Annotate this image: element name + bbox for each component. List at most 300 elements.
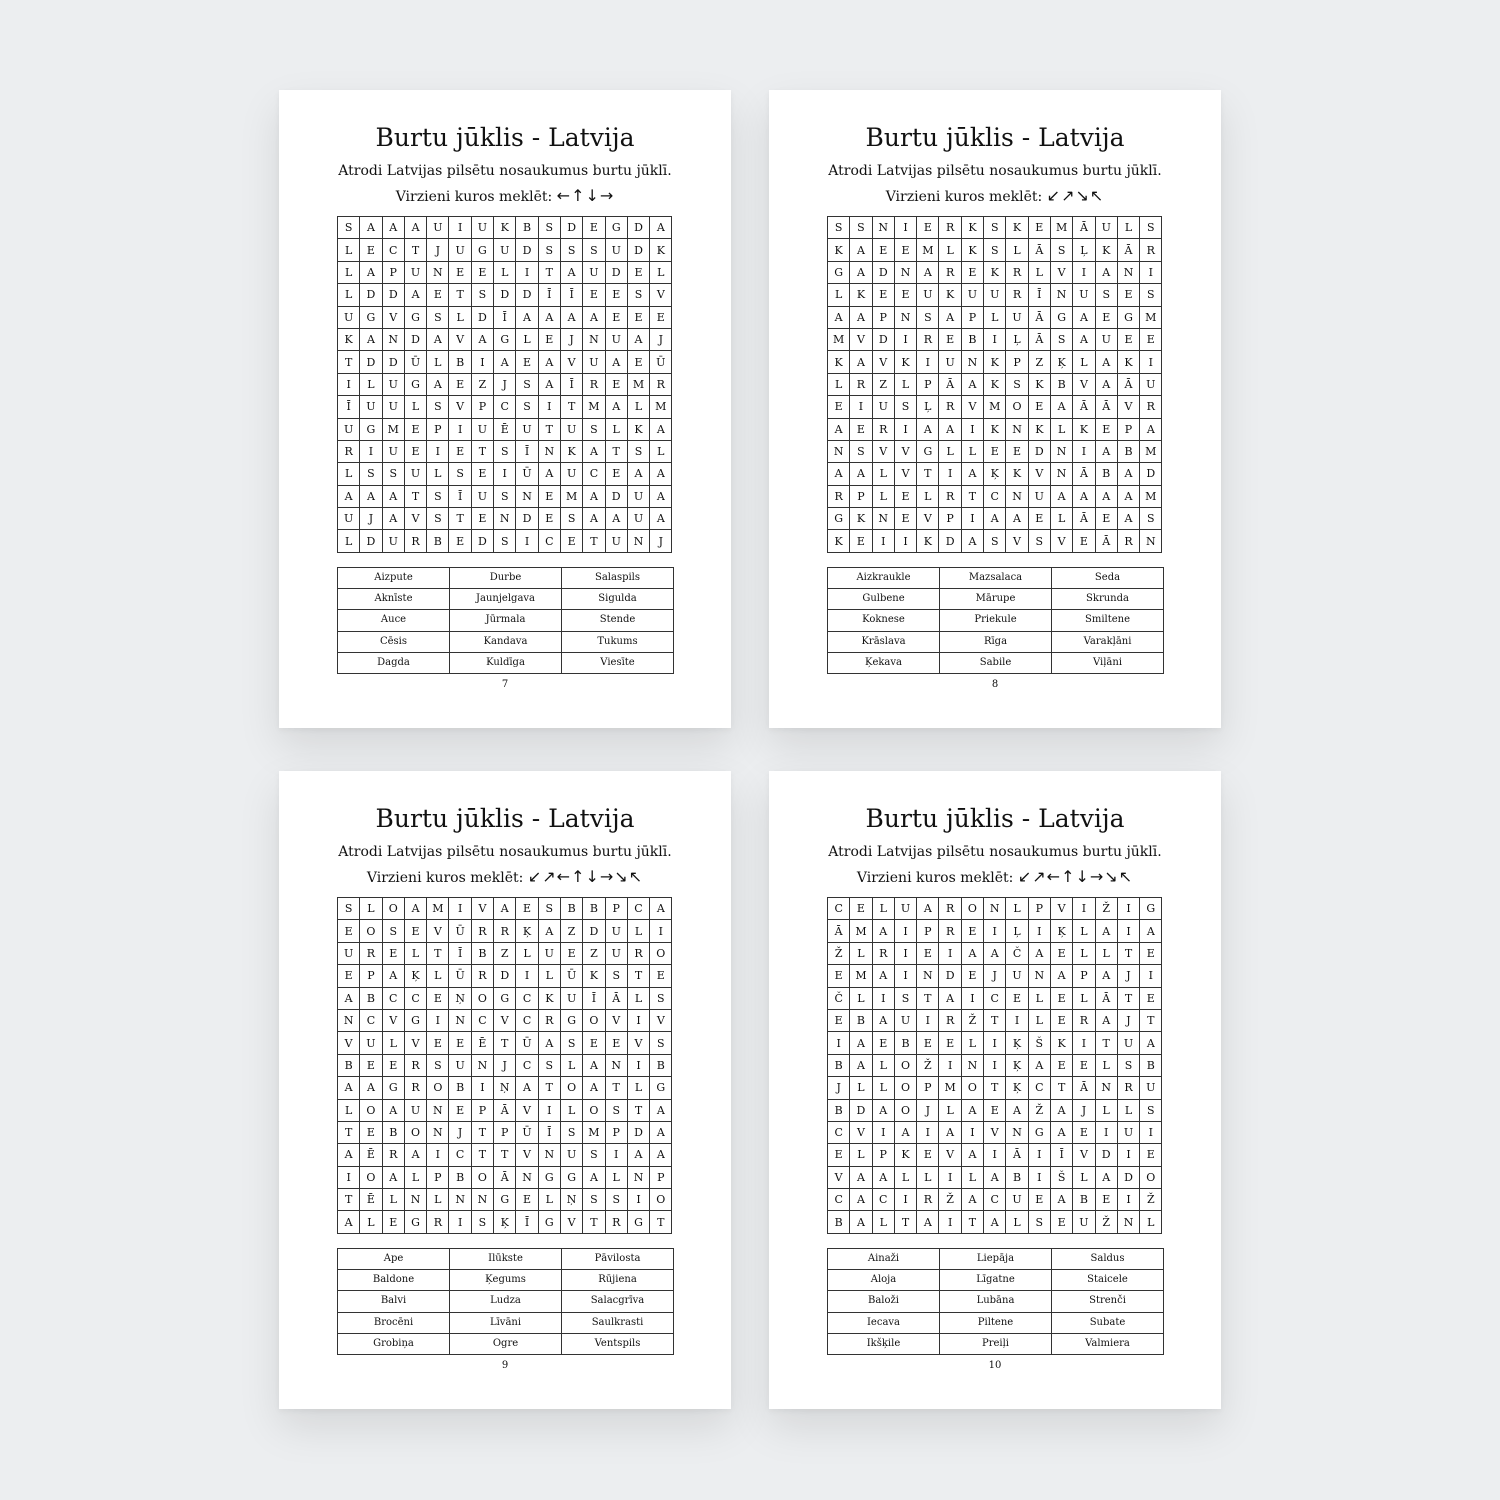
grid-cell: S — [1117, 1054, 1139, 1076]
word-list-item: Strenči — [1052, 1291, 1164, 1312]
grid-cell: R — [939, 898, 961, 920]
grid-cell: E — [850, 418, 872, 440]
grid-cell: N — [961, 1054, 983, 1076]
grid-cell: G — [404, 1009, 426, 1031]
grid-cell: T — [494, 1032, 516, 1054]
word-list-row — [338, 1249, 674, 1270]
word-list-row — [338, 1270, 674, 1291]
grid-cell: D — [627, 1121, 649, 1143]
grid-cell: E — [605, 463, 627, 485]
grid-cell: A — [872, 1009, 894, 1031]
grid-cell: J — [650, 328, 672, 350]
grid-cell: D — [627, 239, 649, 261]
grid-cell: S — [382, 463, 404, 485]
grid-cell: C — [984, 485, 1006, 507]
word-list-item: Gulbene — [828, 589, 940, 610]
grid-cell: G — [538, 1211, 560, 1233]
grid-cell: K — [828, 239, 850, 261]
grid-cell: K — [961, 217, 983, 239]
grid-cell: A — [961, 942, 983, 964]
grid-cell: A — [360, 485, 382, 507]
grid-cell: A — [917, 898, 939, 920]
grid-cell: E — [449, 261, 471, 283]
direction-arrows-icon: ↙↗←↑↓→↘↖ — [527, 867, 644, 886]
grid-cell: E — [939, 328, 961, 350]
grid-cell: N — [894, 261, 916, 283]
grid-cell: R — [471, 920, 493, 942]
grid-cell: R — [872, 418, 894, 440]
grid-cell: I — [427, 1144, 449, 1166]
word-list-row — [338, 568, 674, 589]
grid-cell: T — [627, 1099, 649, 1121]
grid-cell: C — [984, 1189, 1006, 1211]
word-list-item: Lubāna — [940, 1291, 1052, 1312]
grid-cell: I — [449, 1211, 471, 1233]
grid-cell: I — [494, 463, 516, 485]
grid-cell: E — [471, 261, 493, 283]
grid-cell: D — [1117, 1166, 1139, 1188]
grid-cell: B — [850, 1009, 872, 1031]
grid-cell: P — [427, 418, 449, 440]
grid-cell: R — [939, 396, 961, 418]
grid-row — [338, 1121, 672, 1143]
grid-cell: E — [1028, 1189, 1050, 1211]
grid-row — [828, 239, 1162, 261]
grid-cell: I — [939, 1054, 961, 1076]
grid-cell: I — [939, 942, 961, 964]
grid-cell: Ū — [516, 1121, 538, 1143]
grid-cell: E — [1117, 284, 1139, 306]
word-list-row — [828, 568, 1164, 589]
grid-cell: G — [360, 306, 382, 328]
grid-cell: K — [1073, 418, 1095, 440]
grid-cell: G — [650, 1077, 672, 1099]
grid-cell: M — [627, 373, 649, 395]
grid-cell: A — [494, 351, 516, 373]
grid-cell: U — [382, 530, 404, 552]
grid-cell: A — [1050, 1099, 1072, 1121]
grid-cell: T — [1117, 942, 1139, 964]
grid-cell: E — [828, 396, 850, 418]
grid-row — [828, 485, 1162, 507]
grid-cell: P — [382, 261, 404, 283]
grid-cell: A — [961, 1099, 983, 1121]
grid-cell: A — [850, 1166, 872, 1188]
grid-cell: N — [1006, 485, 1028, 507]
grid-row — [828, 1054, 1162, 1076]
grid-cell: E — [894, 485, 916, 507]
grid-cell: E — [583, 284, 605, 306]
grid-cell: V — [449, 328, 471, 350]
grid-cell: L — [627, 987, 649, 1009]
grid-cell: D — [850, 1099, 872, 1121]
word-list-item: Varakļāni — [1052, 631, 1164, 652]
grid-cell: Ī — [494, 306, 516, 328]
grid-cell: T — [538, 261, 560, 283]
grid-cell: L — [894, 373, 916, 395]
grid-cell: E — [1028, 508, 1050, 530]
directions-line — [769, 867, 1221, 888]
grid-row — [338, 987, 672, 1009]
grid-cell: S — [1028, 530, 1050, 552]
grid-cell: T — [538, 418, 560, 440]
grid-cell: A — [1095, 373, 1117, 395]
grid-cell: T — [1117, 987, 1139, 1009]
grid-cell: L — [872, 485, 894, 507]
grid-cell: K — [560, 440, 582, 462]
grid-cell: E — [627, 306, 649, 328]
grid-cell: G — [917, 440, 939, 462]
grid-cell: Ļ — [1073, 239, 1095, 261]
grid-cell: T — [605, 440, 627, 462]
grid-cell: S — [338, 898, 360, 920]
grid-cell: Ā — [494, 1099, 516, 1121]
grid-cell: K — [984, 373, 1006, 395]
grid-cell: S — [650, 987, 672, 1009]
word-list-item: Baloži — [828, 1291, 940, 1312]
grid-row — [828, 418, 1162, 440]
grid-cell: J — [360, 508, 382, 530]
grid-cell: E — [627, 351, 649, 373]
grid-cell: U — [1117, 1032, 1139, 1054]
grid-cell: R — [494, 920, 516, 942]
grid-cell: Č — [828, 987, 850, 1009]
grid-cell: K — [984, 351, 1006, 373]
word-list-item: Skrunda — [1052, 589, 1164, 610]
grid-cell: S — [605, 1189, 627, 1211]
directions-line — [279, 867, 731, 888]
grid-cell: Ā — [828, 920, 850, 942]
grid-cell: A — [360, 261, 382, 283]
grid-cell: E — [1050, 1054, 1072, 1076]
grid-cell: Ž — [1028, 1099, 1050, 1121]
grid-cell: I — [894, 418, 916, 440]
grid-cell: B — [961, 328, 983, 350]
grid-cell: S — [605, 1099, 627, 1121]
grid-cell: Z — [583, 942, 605, 964]
grid-cell: E — [850, 898, 872, 920]
grid-cell: C — [404, 987, 426, 1009]
grid-cell: A — [917, 261, 939, 283]
grid-cell: A — [939, 418, 961, 440]
grid-cell: A — [650, 217, 672, 239]
grid-cell: A — [538, 351, 560, 373]
grid-cell: K — [1095, 239, 1117, 261]
grid-cell: E — [1095, 508, 1117, 530]
grid-cell: E — [471, 463, 493, 485]
grid-cell: I — [1028, 920, 1050, 942]
grid-cell: A — [984, 508, 1006, 530]
grid-cell: K — [828, 530, 850, 552]
word-list-item: Rūjiena — [562, 1270, 674, 1291]
grid-cell: N — [984, 898, 1006, 920]
grid-cell: M — [850, 920, 872, 942]
grid-cell: N — [872, 508, 894, 530]
grid-cell: Ū — [560, 965, 582, 987]
word-list-item: Ogre — [450, 1333, 562, 1354]
grid-cell: Ī — [560, 284, 582, 306]
grid-cell: E — [1050, 987, 1072, 1009]
grid-cell: E — [1140, 987, 1162, 1009]
grid-cell: I — [1140, 1121, 1162, 1143]
grid-cell: O — [427, 1077, 449, 1099]
grid-cell: R — [939, 1009, 961, 1031]
grid-cell: A — [1140, 1032, 1162, 1054]
grid-cell: V — [404, 1032, 426, 1054]
grid-row — [338, 351, 672, 373]
grid-cell: S — [627, 440, 649, 462]
grid-cell: R — [917, 328, 939, 350]
word-list-item: Salacgrīva — [562, 1291, 674, 1312]
worksheet-page — [769, 90, 1221, 728]
grid-cell: D — [360, 530, 382, 552]
word-list-item: Ķegums — [450, 1270, 562, 1291]
grid-cell: C — [984, 987, 1006, 1009]
grid-cell: L — [382, 1189, 404, 1211]
grid-cell: A — [538, 920, 560, 942]
grid-cell: E — [538, 508, 560, 530]
grid-cell: R — [917, 1189, 939, 1211]
word-list — [337, 1248, 674, 1355]
grid-cell: G — [404, 1211, 426, 1233]
grid-row — [338, 1144, 672, 1166]
grid-cell: L — [427, 1189, 449, 1211]
grid-cell: S — [984, 217, 1006, 239]
grid-cell: N — [449, 1009, 471, 1031]
word-list-row — [338, 631, 674, 652]
grid-cell: R — [404, 530, 426, 552]
grid-cell: L — [427, 463, 449, 485]
grid-cell: O — [382, 898, 404, 920]
grid-cell: L — [1006, 1211, 1028, 1233]
grid-cell: L — [1006, 898, 1028, 920]
grid-cell: P — [427, 1166, 449, 1188]
grid-cell: J — [494, 1054, 516, 1076]
grid-cell: N — [1050, 284, 1072, 306]
word-list-item: Preiļi — [940, 1333, 1052, 1354]
grid-cell: O — [360, 1099, 382, 1121]
grid-cell: I — [627, 1189, 649, 1211]
grid-cell: A — [650, 1099, 672, 1121]
grid-cell: T — [449, 284, 471, 306]
grid-row — [828, 373, 1162, 395]
grid-cell: A — [850, 1032, 872, 1054]
grid-cell: V — [427, 920, 449, 942]
grid-cell: B — [471, 942, 493, 964]
grid-cell: O — [894, 1099, 916, 1121]
grid-cell: E — [894, 284, 916, 306]
grid-cell: U — [605, 530, 627, 552]
grid-cell: U — [939, 351, 961, 373]
grid-cell: C — [382, 987, 404, 1009]
grid-cell: I — [917, 351, 939, 373]
grid-cell: V — [605, 1009, 627, 1031]
word-list-row — [338, 610, 674, 631]
grid-cell: Š — [1050, 1166, 1072, 1188]
grid-cell: D — [1028, 440, 1050, 462]
grid-cell: E — [984, 1099, 1006, 1121]
grid-cell: U — [583, 351, 605, 373]
grid-cell: A — [583, 485, 605, 507]
grid-cell: K — [650, 239, 672, 261]
grid-cell: R — [939, 217, 961, 239]
grid-cell: I — [1073, 440, 1095, 462]
grid-cell: Ž — [961, 1009, 983, 1031]
grid-cell: E — [1006, 440, 1028, 462]
grid-cell: L — [360, 1211, 382, 1233]
grid-cell: B — [338, 1054, 360, 1076]
grid-cell: D — [516, 284, 538, 306]
grid-cell: U — [1117, 1121, 1139, 1143]
grid-cell: D — [583, 920, 605, 942]
grid-cell: U — [338, 508, 360, 530]
grid-cell: E — [560, 942, 582, 964]
grid-cell: A — [1117, 508, 1139, 530]
grid-cell: A — [917, 418, 939, 440]
grid-cell: U — [627, 485, 649, 507]
grid-cell: L — [404, 1166, 426, 1188]
grid-cell: U — [605, 328, 627, 350]
grid-row — [828, 463, 1162, 485]
grid-cell: V — [471, 898, 493, 920]
grid-cell: S — [560, 239, 582, 261]
grid-row — [828, 351, 1162, 373]
grid-cell: R — [605, 1211, 627, 1233]
grid-cell: S — [605, 965, 627, 987]
grid-cell: A — [1028, 942, 1050, 964]
grid-cell: U — [516, 418, 538, 440]
grid-row — [828, 1032, 1162, 1054]
word-list-item: Sigulda — [562, 589, 674, 610]
grid-cell: Ķ — [1050, 351, 1072, 373]
grid-cell: G — [404, 306, 426, 328]
grid-cell: A — [560, 261, 582, 283]
grid-cell: L — [872, 898, 894, 920]
grid-cell: Ū — [449, 920, 471, 942]
grid-cell: U — [471, 418, 493, 440]
grid-cell: I — [627, 1054, 649, 1076]
grid-cell: S — [449, 463, 471, 485]
grid-cell: D — [605, 485, 627, 507]
grid-cell: U — [560, 418, 582, 440]
grid-cell: D — [560, 217, 582, 239]
grid-cell: V — [917, 508, 939, 530]
grid-cell: E — [382, 1054, 404, 1076]
grid-cell: L — [1073, 942, 1095, 964]
grid-cell: L — [560, 1054, 582, 1076]
grid-cell: L — [449, 306, 471, 328]
grid-cell: A — [382, 1166, 404, 1188]
grid-cell: A — [1006, 508, 1028, 530]
grid-cell: L — [516, 328, 538, 350]
grid-cell: R — [1117, 530, 1139, 552]
grid-row — [828, 306, 1162, 328]
grid-cell: P — [917, 1077, 939, 1099]
directions-label: Virzieni kuros meklēt: — [885, 189, 1043, 205]
grid-cell: K — [338, 328, 360, 350]
grid-cell: E — [538, 485, 560, 507]
grid-cell: K — [1028, 418, 1050, 440]
grid-row — [338, 1032, 672, 1054]
grid-cell: L — [961, 440, 983, 462]
grid-cell: N — [471, 1054, 493, 1076]
grid-row — [828, 396, 1162, 418]
grid-cell: L — [1117, 217, 1139, 239]
grid-cell: A — [872, 1099, 894, 1121]
grid-row — [338, 217, 672, 239]
grid-row — [338, 239, 672, 261]
grid-cell: S — [427, 1054, 449, 1076]
grid-cell: Ā — [1073, 217, 1095, 239]
word-list-item: Balvi — [338, 1291, 450, 1312]
grid-cell: T — [1095, 1032, 1117, 1054]
grid-cell: C — [360, 1009, 382, 1031]
grid-cell: P — [961, 306, 983, 328]
grid-cell: O — [961, 898, 983, 920]
word-list-row — [338, 589, 674, 610]
grid-cell: A — [650, 508, 672, 530]
word-list-row — [828, 631, 1164, 652]
grid-cell: V — [894, 440, 916, 462]
grid-cell: S — [560, 1121, 582, 1143]
grid-cell: I — [984, 1144, 1006, 1166]
grid-cell: U — [560, 463, 582, 485]
grid-cell: A — [471, 328, 493, 350]
grid-cell: S — [1140, 284, 1162, 306]
grid-cell: L — [538, 1189, 560, 1211]
grid-cell: U — [338, 418, 360, 440]
grid-cell: A — [538, 463, 560, 485]
grid-cell: Z — [471, 373, 493, 395]
grid-row — [828, 1099, 1162, 1121]
grid-cell: T — [961, 1211, 983, 1233]
grid-cell: L — [1095, 1099, 1117, 1121]
grid-cell: E — [583, 217, 605, 239]
grid-cell: U — [1140, 1077, 1162, 1099]
grid-cell: K — [627, 418, 649, 440]
grid-cell: M — [650, 396, 672, 418]
grid-row — [338, 965, 672, 987]
grid-cell: S — [516, 396, 538, 418]
grid-cell: A — [984, 1211, 1006, 1233]
directions-label: Virzieni kuros meklēt: — [366, 870, 524, 886]
grid-cell: E — [650, 306, 672, 328]
grid-row — [338, 373, 672, 395]
grid-cell: A — [560, 306, 582, 328]
grid-cell: Ā — [939, 373, 961, 395]
grid-cell: G — [560, 1009, 582, 1031]
grid-cell: P — [471, 396, 493, 418]
word-list-item: Seda — [1052, 568, 1164, 589]
grid-cell: A — [850, 351, 872, 373]
grid-cell: C — [828, 898, 850, 920]
grid-cell: V — [516, 1144, 538, 1166]
grid-cell: A — [1095, 351, 1117, 373]
grid-cell: L — [338, 463, 360, 485]
grid-cell: T — [404, 239, 426, 261]
grid-cell: U — [984, 284, 1006, 306]
grid-cell: B — [583, 898, 605, 920]
grid-cell: E — [1028, 396, 1050, 418]
grid-cell: A — [917, 1211, 939, 1233]
grid-cell: V — [850, 328, 872, 350]
grid-cell: E — [1073, 1121, 1095, 1143]
grid-cell: K — [1050, 1032, 1072, 1054]
grid-row — [338, 530, 672, 552]
grid-cell: U — [471, 217, 493, 239]
word-list-item: Rīga — [940, 631, 1052, 652]
grid-cell: R — [471, 965, 493, 987]
